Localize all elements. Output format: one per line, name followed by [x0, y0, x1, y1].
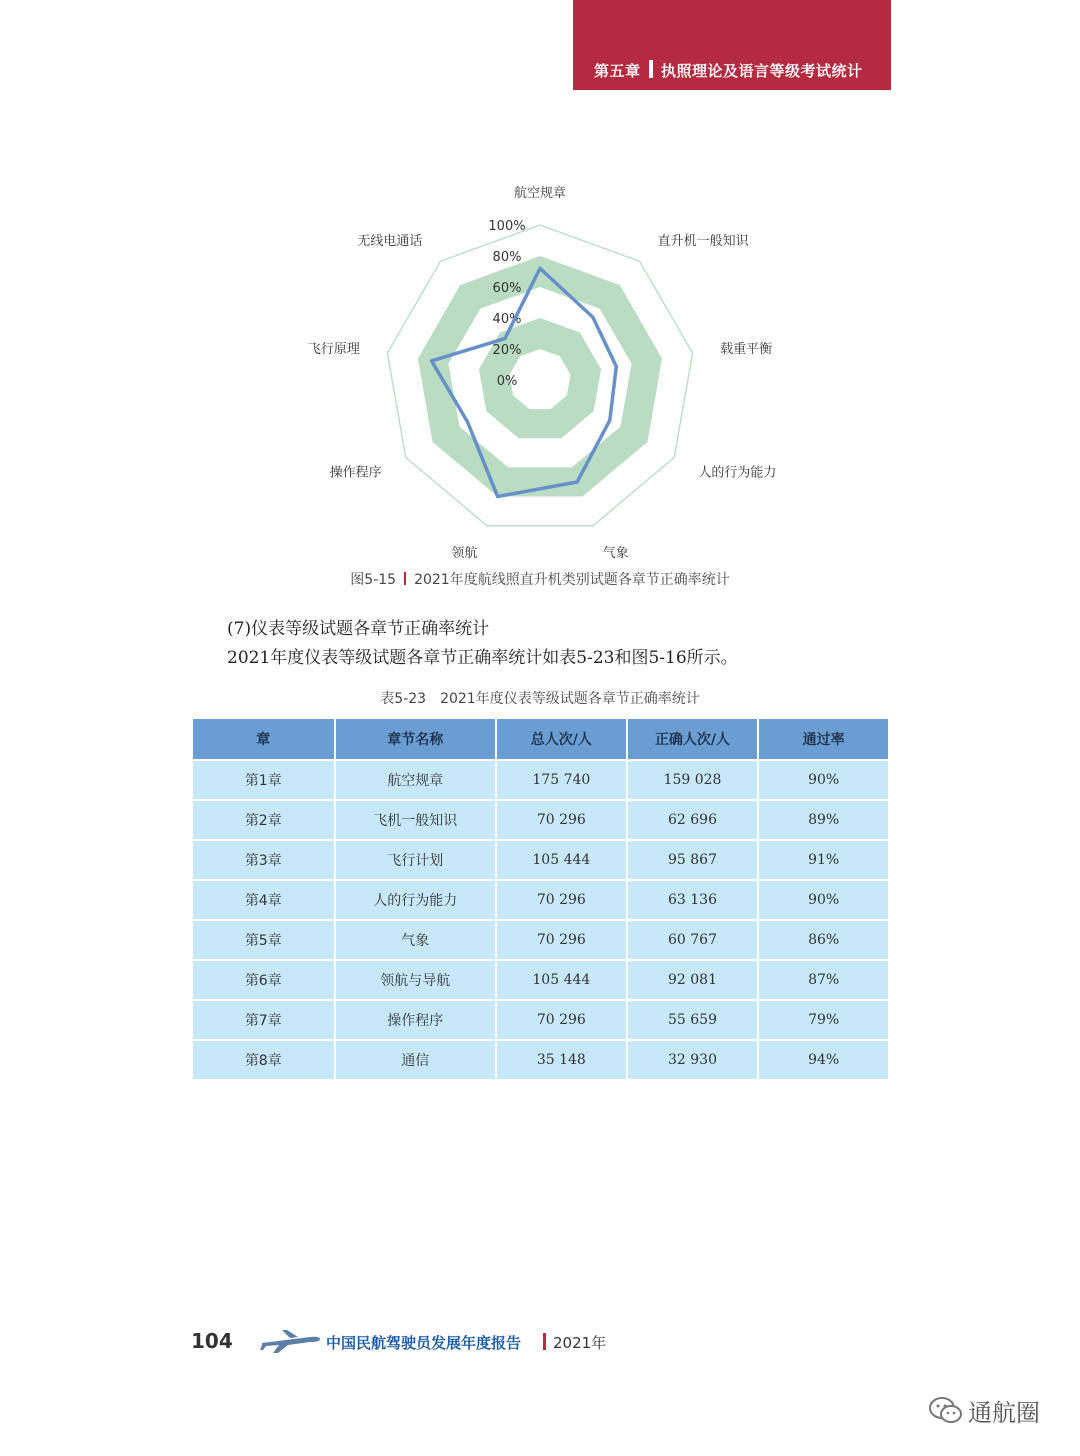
cell-chapter: 第5章 — [192, 920, 335, 960]
radial-tick-label: 40% — [492, 312, 522, 327]
table-row — [192, 960, 889, 1000]
radial-tick-label: 80% — [492, 250, 522, 265]
cell-section-name: 航空规章 — [335, 760, 496, 800]
cell-correct: 92 081 — [627, 960, 759, 1000]
header-total: 总人次/人 — [496, 718, 627, 760]
radial-tick-label: 20% — [492, 343, 522, 358]
cell-total: 35 148 — [496, 1040, 627, 1080]
airplane-icon — [260, 1326, 322, 1356]
stats-table — [191, 717, 890, 1081]
cell-pass-rate: 94% — [758, 1040, 889, 1080]
axis-label: 操作程序 — [329, 465, 382, 481]
axis-label: 直升机一般知识 — [657, 233, 749, 249]
cell-pass-rate: 89% — [758, 800, 889, 840]
cell-section-name: 人的行为能力 — [335, 880, 496, 920]
caption-separator — [404, 572, 406, 585]
header-correct: 正确人次/人 — [627, 718, 759, 760]
data-point — [430, 359, 433, 362]
cell-total: 105 444 — [496, 840, 627, 880]
axis-label: 航空规章 — [513, 186, 567, 202]
data-point — [615, 365, 618, 368]
cell-total: 70 296 — [496, 880, 627, 920]
axis-label: 领航 — [451, 545, 478, 561]
cell-chapter: 第3章 — [192, 840, 335, 880]
data-point — [591, 316, 594, 319]
chapter-title: 执照理论及语言等级考试统计 — [661, 62, 863, 80]
table-row — [192, 880, 889, 920]
cell-chapter: 第1章 — [192, 760, 335, 800]
radial-tick-label: 100% — [488, 219, 526, 234]
radial-tick-label: 0% — [496, 374, 518, 389]
data-point — [466, 420, 469, 423]
table-header-row — [192, 718, 889, 760]
cell-correct: 159 028 — [627, 760, 759, 800]
cell-chapter: 第2章 — [192, 800, 335, 840]
figure-caption — [0, 569, 1080, 589]
axis-label: 气象 — [602, 545, 629, 561]
cell-pass-rate: 91% — [758, 840, 889, 880]
report-year: 2021年 — [553, 1334, 607, 1352]
radial-tick-label: 60% — [492, 281, 522, 296]
cell-total: 70 296 — [496, 800, 627, 840]
cell-correct: 55 659 — [627, 1000, 759, 1040]
footer-separator — [543, 1333, 546, 1350]
cell-correct: 60 767 — [627, 920, 759, 960]
cell-correct: 62 696 — [627, 800, 759, 840]
cell-total: 70 296 — [496, 920, 627, 960]
cell-total: 175 740 — [496, 760, 627, 800]
figure-number: 图5-15 — [350, 572, 397, 588]
cell-pass-rate: 87% — [758, 960, 889, 1000]
header-pass-rate: 通过率 — [758, 718, 889, 760]
table-row — [192, 1000, 889, 1040]
cell-chapter: 第4章 — [192, 880, 335, 920]
table-row — [192, 760, 889, 800]
section-body: 2021年度仪表等级试题各章节正确率统计如表5-23和图5-16所示。 — [227, 648, 738, 668]
report-title: 中国民航驾驶员发展年度报告 — [326, 1334, 522, 1352]
section-heading: (7)仪表等级试题各章节正确率统计 — [227, 619, 490, 639]
cell-section-name: 领航与导航 — [335, 960, 496, 1000]
cell-pass-rate: 79% — [758, 1000, 889, 1040]
radar-chart — [0, 0, 1080, 600]
wechat-icon — [928, 1396, 964, 1426]
cell-chapter: 第7章 — [192, 1000, 335, 1040]
cell-correct: 95 867 — [627, 840, 759, 880]
figure-caption-text: 2021年度航线照直升机类别试题各章节正确率统计 — [414, 572, 730, 588]
axis-label: 飞行原理 — [307, 342, 360, 358]
table-row — [192, 840, 889, 880]
page-number: 104 — [191, 1329, 233, 1353]
axis-label: 载重平衡 — [720, 342, 773, 358]
data-point — [576, 480, 579, 483]
cell-total: 70 296 — [496, 1000, 627, 1040]
cell-section-name: 飞行计划 — [335, 840, 496, 880]
cell-pass-rate: 90% — [758, 760, 889, 800]
cell-chapter: 第8章 — [192, 1040, 335, 1080]
cell-correct: 63 136 — [627, 880, 759, 920]
cell-correct: 32 930 — [627, 1040, 759, 1080]
cell-section-name: 操作程序 — [335, 1000, 496, 1040]
cell-pass-rate: 86% — [758, 920, 889, 960]
cell-chapter: 第6章 — [192, 960, 335, 1000]
table-row — [192, 920, 889, 960]
axis-label: 无线电通话 — [357, 233, 423, 249]
table-row — [192, 1040, 889, 1080]
cell-total: 105 444 — [496, 960, 627, 1000]
axis-label: 人的行为能力 — [698, 465, 777, 481]
cell-pass-rate: 90% — [758, 880, 889, 920]
data-point — [538, 267, 541, 270]
header-section-name: 章节名称 — [335, 718, 496, 760]
cell-section-name: 通信 — [335, 1040, 496, 1080]
cell-section-name: 飞机一般知识 — [335, 800, 496, 840]
table-caption: 表5-23 2021年度仪表等级试题各章节正确率统计 — [380, 691, 700, 707]
chapter-number: 第五章 — [594, 62, 641, 80]
data-point — [608, 419, 611, 422]
table-row — [192, 800, 889, 840]
cell-section-name: 气象 — [335, 920, 496, 960]
header-chapter: 章 — [192, 718, 335, 760]
data-point — [496, 495, 499, 498]
watermark-text: 通航圈 — [968, 1399, 1040, 1427]
data-point — [504, 337, 507, 340]
